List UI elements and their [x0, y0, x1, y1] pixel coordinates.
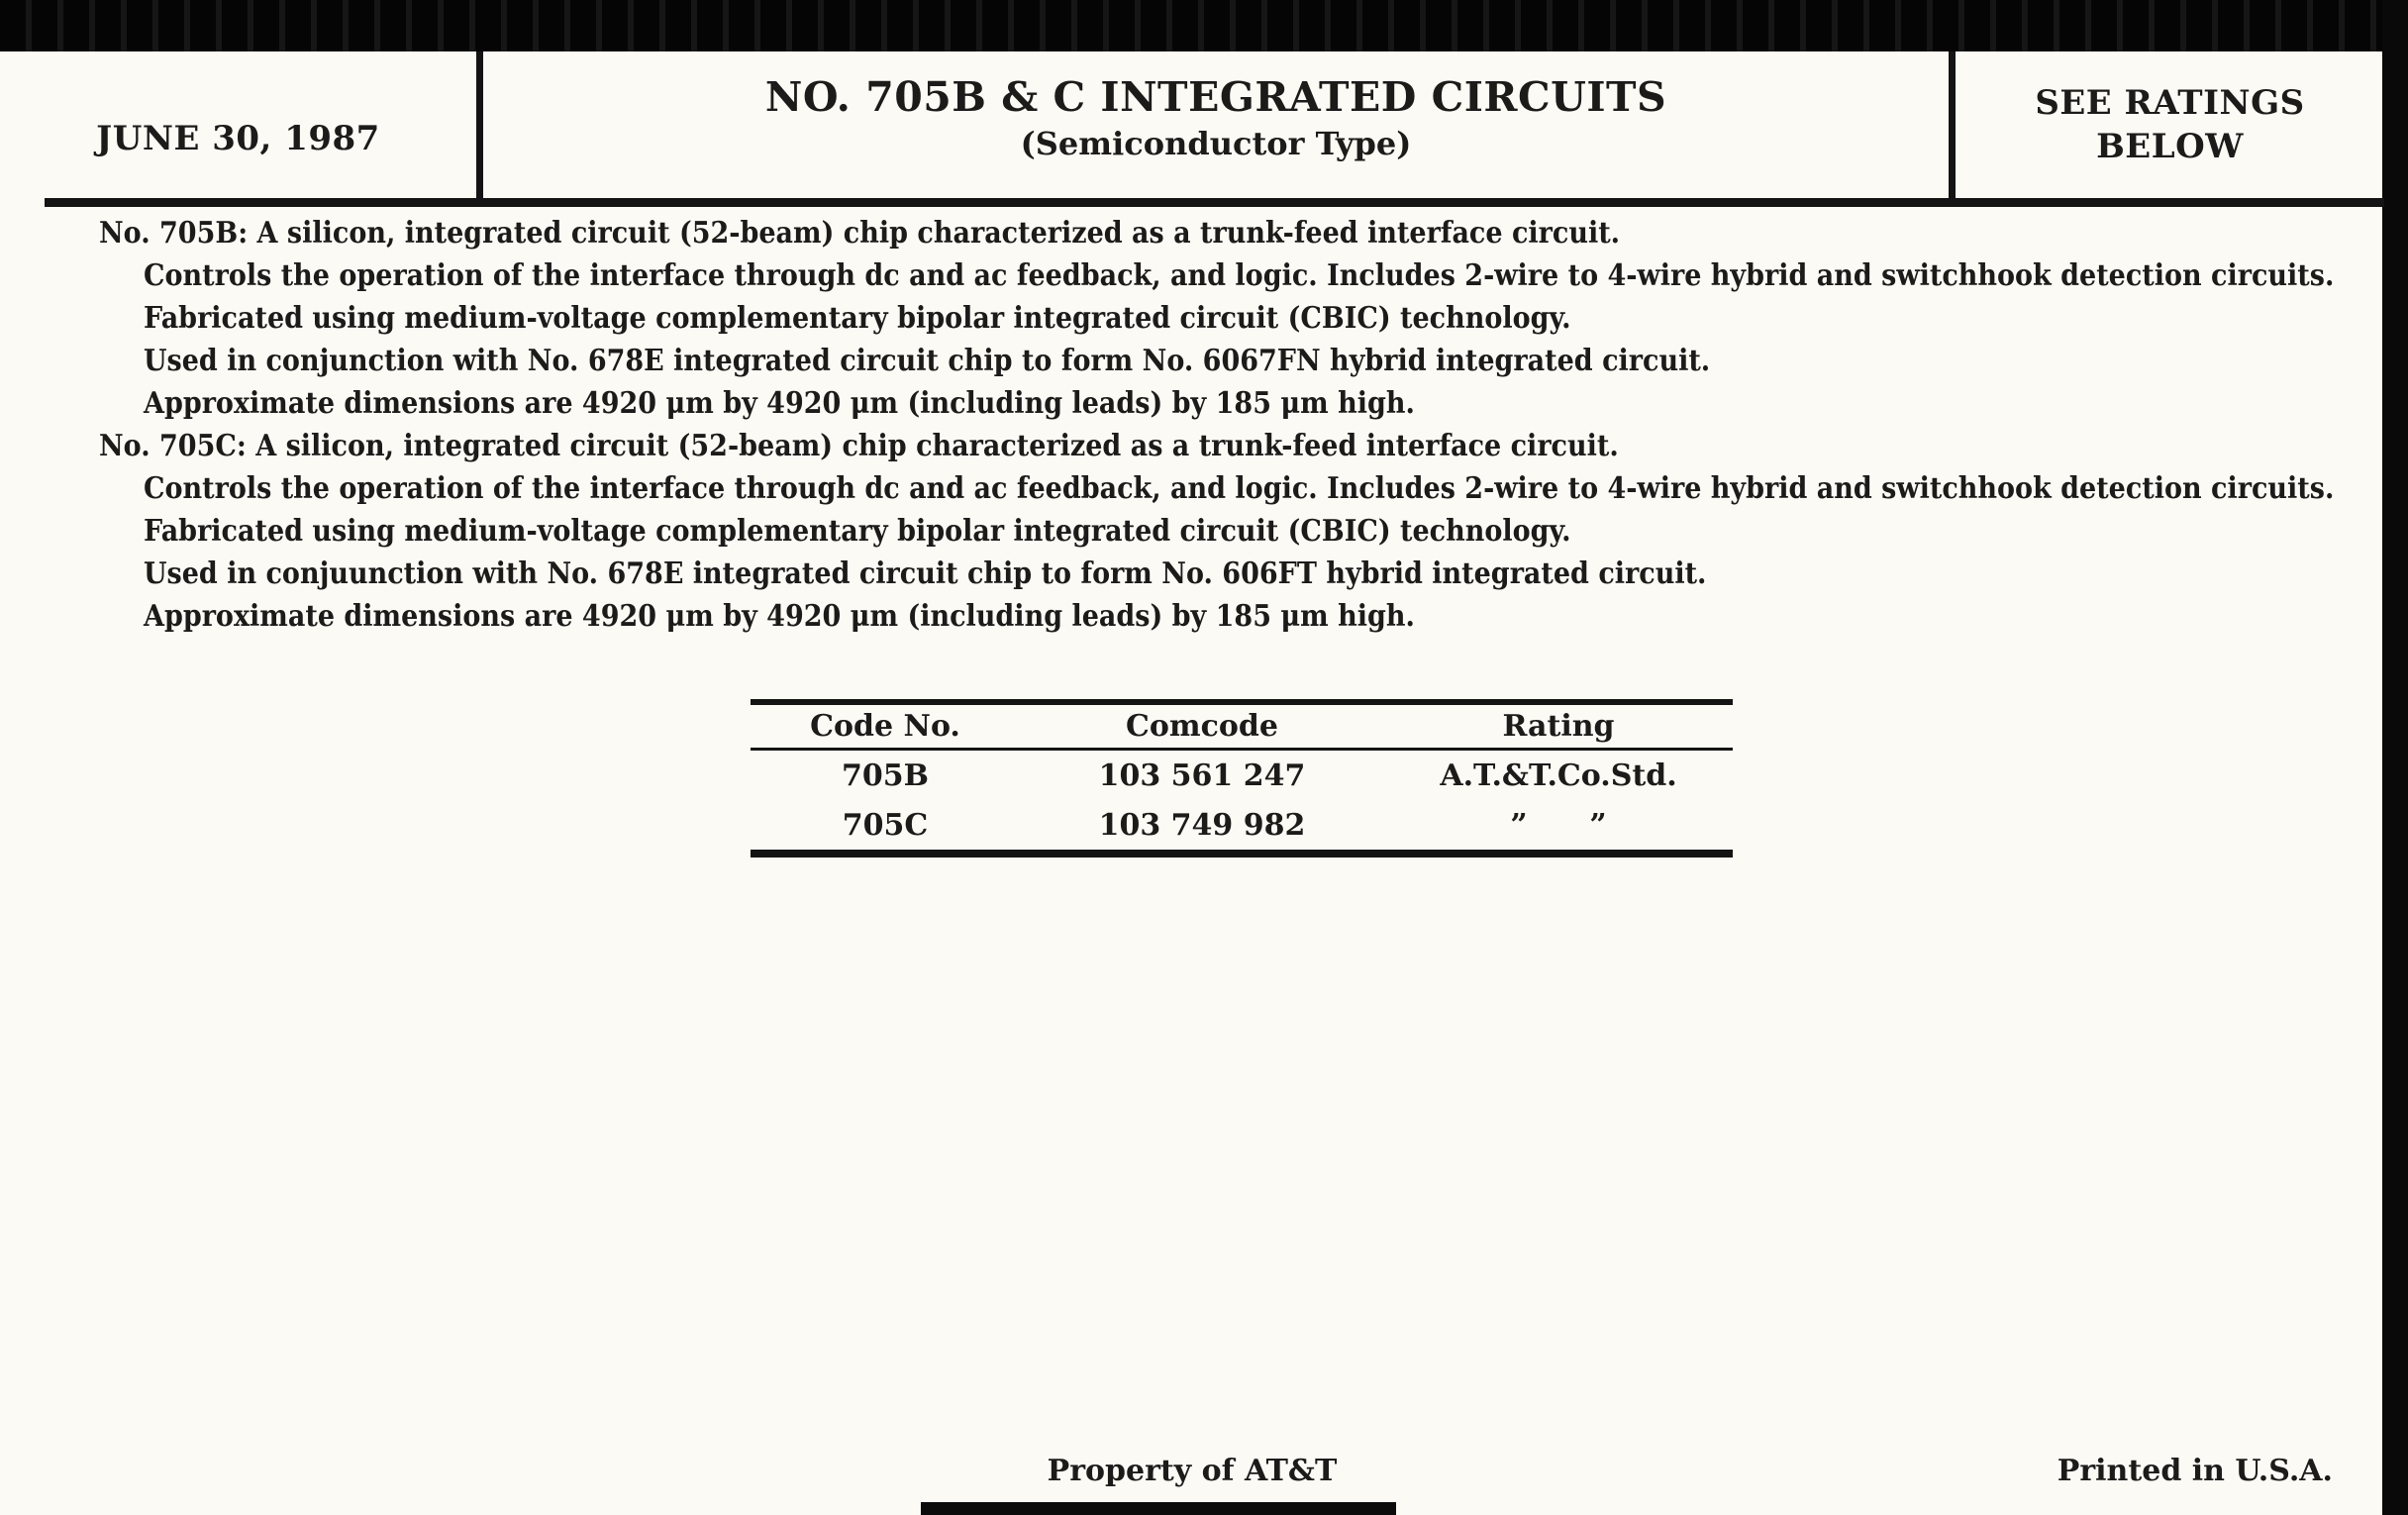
description-line: Controls the operation of the interface through dc and ac feedback, and logic. Includes 2-wire to 4-wire hybrid and switchhook detection circuits. — [144, 258, 2335, 293]
header-ratings-note — [1956, 51, 2384, 200]
description-line: Used in conjuunction with No. 678E integrated circuit chip to form No. 606FT hybrid integrated circuit. — [144, 556, 1707, 591]
table-cell-comcode: 103 749 982 — [1098, 807, 1306, 843]
table-cell-rating-ditto: ” ” — [1510, 807, 1607, 843]
scan-artifact-top-bar — [0, 0, 2408, 51]
header-date: JUNE 30, 1987 — [0, 51, 483, 200]
table-cell-comcode: 103 561 247 — [1098, 758, 1306, 793]
header-rule — [45, 198, 2384, 207]
header — [0, 51, 2384, 200]
ratings-table — [751, 699, 1733, 858]
description-line: Fabricated using medium-voltage complementary bipolar integrated circuit (CBIC) technology. — [144, 514, 1571, 549]
table-cell-rating: A.T.&T.Co.Std. — [1440, 758, 1677, 793]
document-title: NO. 705B & C INTEGRATED CIRCUITS — [764, 73, 1667, 121]
table-cell-code-no: 705C — [842, 807, 929, 843]
description-line: Fabricated using medium-voltage complementary bipolar integrated circuit (CBIC) technology. — [144, 301, 1571, 336]
footer-printed-notice: Printed in U.S.A. — [2057, 1454, 2333, 1488]
table-header-row — [751, 705, 1733, 751]
table-row — [751, 800, 1733, 850]
footer-property-notice: Property of AT&T — [1047, 1454, 1338, 1488]
description-line: Used in conjunction with No. 678E integrated circuit chip to form No. 6067FN hybrid integrated circuit. — [144, 344, 1711, 378]
table-header-code-no: Code No. — [810, 709, 960, 744]
description-line: Controls the operation of the interface through dc and ac feedback, and logic. Includes 2-wire to 4-wire hybrid and switchhook detection circuits. — [144, 471, 2335, 506]
table-header-rating: Rating — [1502, 709, 1615, 744]
table-row — [751, 751, 1733, 800]
scan-artifact-right-bar — [2382, 0, 2408, 1515]
header-title-block — [483, 51, 1956, 200]
description-line: Approximate dimensions are 4920 μm by 4920 μm (including leads) by 185 μm high. — [144, 599, 1415, 634]
description-line: Approximate dimensions are 4920 μm by 4920 μm (including leads) by 185 μm high. — [144, 386, 1415, 421]
description-line: No. 705C: A silicon, integrated circuit (52-beam) chip characterized as a trunk-feed interface circuit. — [99, 429, 1619, 463]
scan-artifact-bottom-bar — [921, 1502, 1396, 1515]
ratings-note-line2: BELOW — [2096, 127, 2244, 166]
table-cell-code-no: 705B — [842, 758, 929, 793]
description-line: No. 705B: A silicon, integrated circuit (52-beam) chip characterized as a trunk-feed interface circuit. — [99, 216, 1621, 251]
table-header-comcode: Comcode — [1126, 709, 1278, 744]
description-text — [99, 212, 2334, 638]
document-subtitle: (Semiconductor Type) — [1020, 125, 1412, 162]
ratings-note-line1: SEE RATINGS — [2035, 83, 2305, 123]
